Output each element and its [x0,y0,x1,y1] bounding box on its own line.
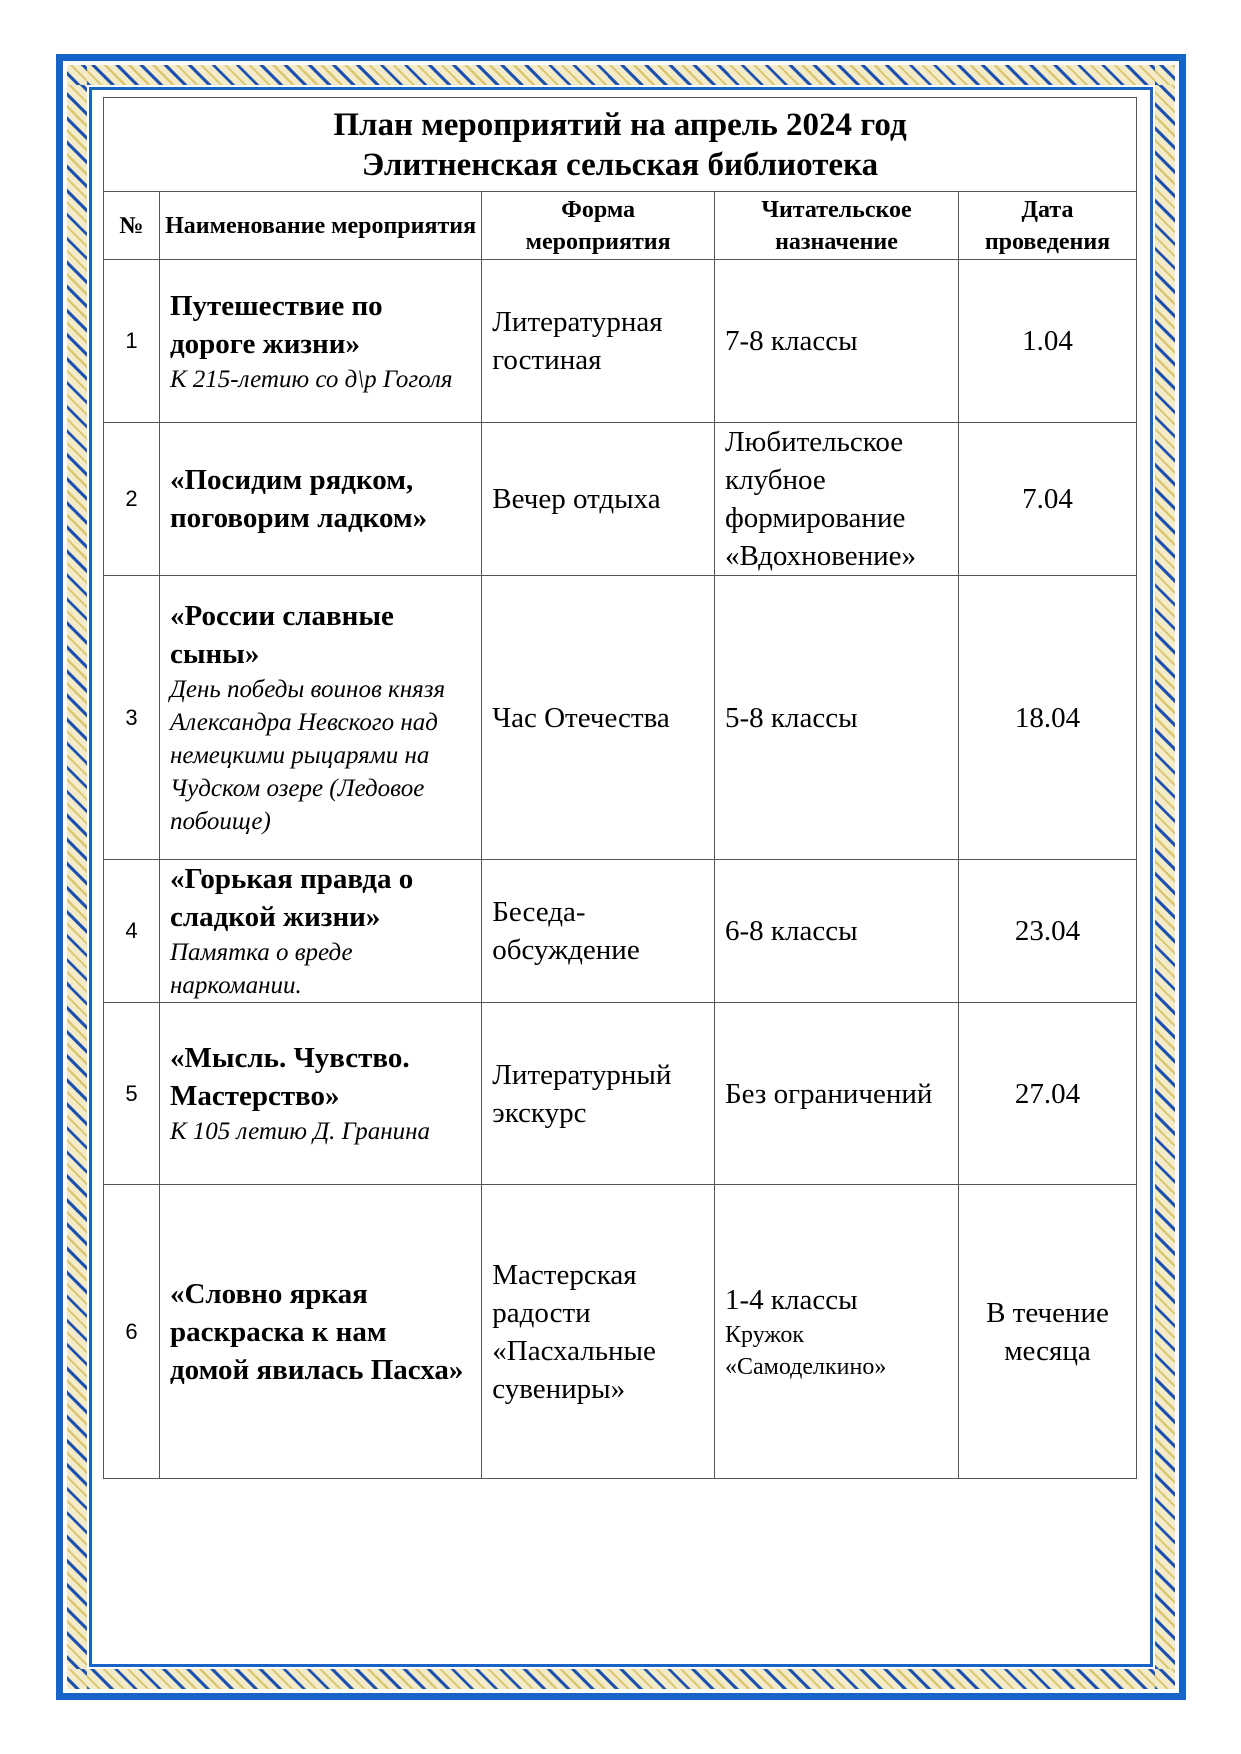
event-audience-cell [715,1185,959,1479]
event-date: 7.04 [958,423,1136,576]
table-row [104,1003,1137,1185]
row-num: 5 [104,1003,160,1185]
event-audience: 5-8 классы [715,576,959,860]
row-num: 2 [104,423,160,576]
event-form: Вечер отдыха [482,423,715,576]
header-audience: Читательское назначение [715,192,959,260]
event-name: «Мысль. Чувство. Мастерство» [169,1042,410,1112]
event-name-cell [159,260,481,423]
event-name-cell [159,423,481,576]
events-table [103,97,1137,1479]
event-audience: Любительское клубное формирование «Вдохновение» [715,423,959,576]
event-audience-sub: Кружок «Самоделкино» [725,1321,887,1380]
row-num: 1 [104,260,160,423]
row-num: 3 [104,576,160,860]
event-audience: 7-8 классы [715,260,959,423]
table-row [104,1185,1137,1479]
event-date: 1.04 [958,260,1136,423]
event-date: 18.04 [958,576,1136,860]
event-form: Литературная гостиная [482,260,715,423]
header-name: Наименование мероприятия [159,192,481,260]
event-date: 23.04 [958,860,1136,1003]
event-name: «Горькая правда о сладкой жизни» [169,863,414,933]
event-date: 27.04 [958,1003,1136,1185]
title-line-2: Элитненская сельская библиотека [361,146,879,183]
event-audience: 6-8 классы [715,860,959,1003]
table-row [104,860,1137,1003]
event-name: «Посидим рядком, поговорим ладком» [169,464,428,534]
event-form: Мастерская радости «Пасхальные сувениры» [482,1185,715,1479]
event-form: Час Отечества [482,576,715,860]
event-subtitle: Памятка о вреде наркомании. [169,939,353,999]
event-subtitle: К 105 летию Д. Гранина [169,1118,431,1145]
event-date: В течение месяца [958,1185,1136,1479]
table-row [104,260,1137,423]
event-name-cell [159,1185,481,1479]
event-form: Литературный экскурс [482,1003,715,1185]
row-num: 6 [104,1185,160,1479]
event-audience: Без ограничений [715,1003,959,1185]
event-audience: 1-4 классы [725,1283,858,1316]
event-name: Путешествие по дороге жизни» [169,289,383,360]
event-name: «Словно яркая раскраска к нам домой явилась Пасха» [169,1277,464,1386]
header-num: № [104,192,160,260]
event-name-cell [159,1003,481,1185]
row-num: 4 [104,860,160,1003]
table-row [104,576,1137,860]
table-header-row [104,192,1137,260]
event-subtitle: День победы воинов князя Александра Невского над немецкими рыцарями на Чудском озере (Ледовое побоище) [169,676,446,835]
event-name-cell [159,576,481,860]
header-date: Дата проведения [958,192,1136,260]
event-name: «России славные сыны» [169,600,394,670]
table-row [104,423,1137,576]
page-title [104,98,1137,192]
event-subtitle: К 215-летию со д\р Гоголя [169,365,453,393]
event-name-cell [159,860,481,1003]
header-form: Форма мероприятия [482,192,715,260]
event-form: Беседа-обсуждение [482,860,715,1003]
title-line-1: План мероприятий на апрель 2024 год [333,106,907,143]
